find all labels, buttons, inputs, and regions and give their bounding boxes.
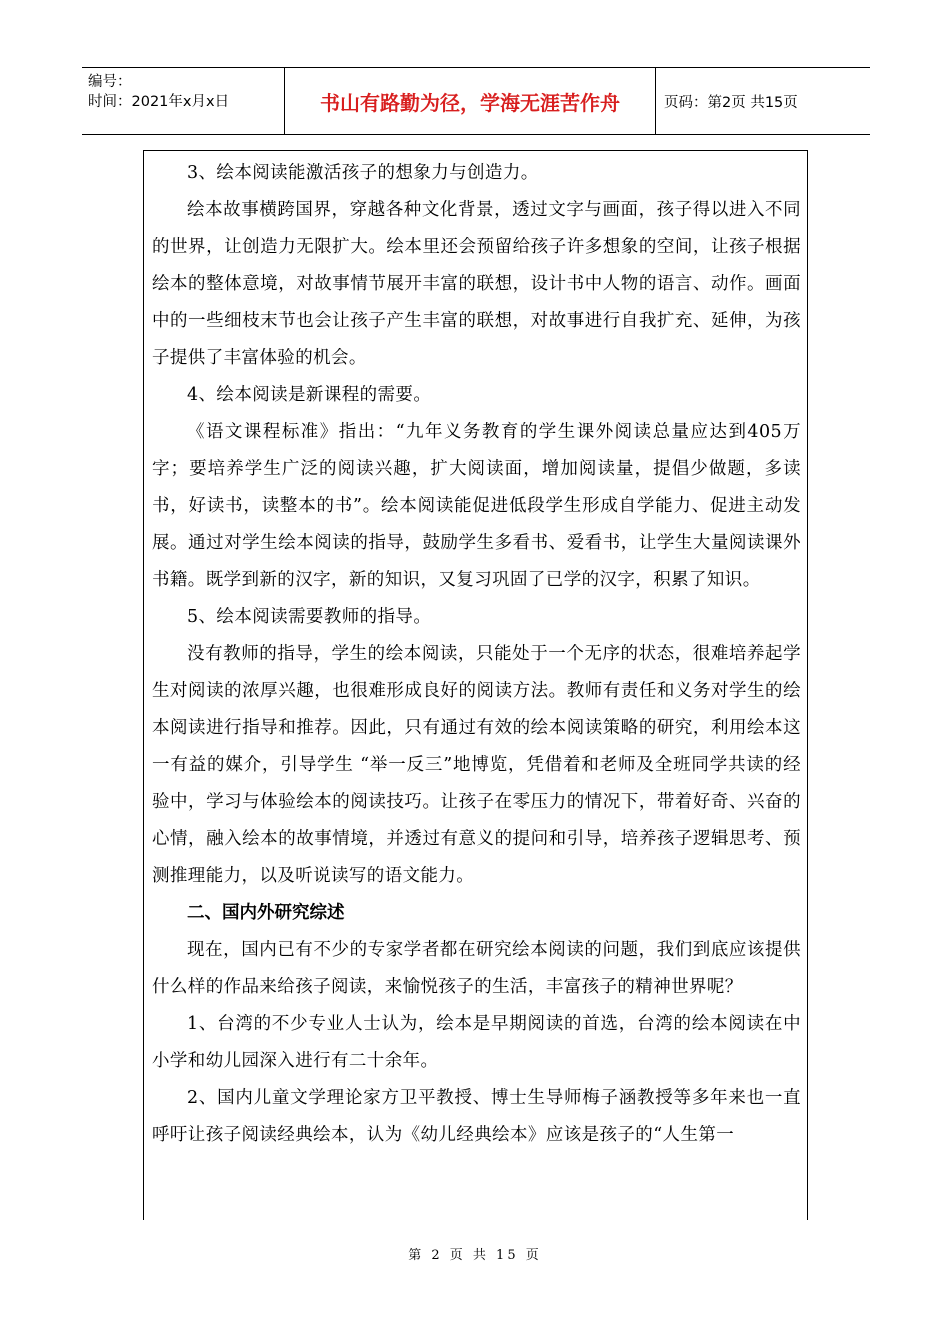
paragraph-1: 3、绘本阅读能激活孩子的想象力与创造力。: [187, 163, 539, 183]
number-label: 编号：: [88, 74, 132, 90]
page-header: [82, 67, 870, 135]
page-footer: 第 2 页 共 15 页: [408, 1248, 542, 1263]
paragraph-8: 1、台湾的不少专业人士认为，绘本是早期阅读的首选，台湾的绘本阅读在中小学和幼儿园深入进行有二十余年。: [152, 1014, 801, 1071]
paragraph-5: 5、绘本阅读需要教师的指导。: [187, 607, 432, 627]
section-heading: 二、国内外研究综述: [187, 903, 345, 923]
page-code: 页码：第2页 共15页: [664, 94, 798, 111]
time-line: 时间：2021年x月x日: [88, 94, 230, 110]
header-page-cell: [656, 68, 870, 134]
content-box: [143, 150, 808, 1220]
motto-text: 书山有路勤为径，学海无涯苦作舟: [320, 90, 620, 115]
header-motto-cell: [285, 68, 656, 134]
paragraph-7: 现在，国内已有不少的专家学者都在研究绘本阅读的问题，我们到底应该提供什么样的作品来给孩子阅读，来愉悦孩子的生活，丰富孩子的精神世界呢？: [152, 940, 801, 997]
paragraph-2: 绘本故事横跨国界，穿越各种文化背景，透过文字与画面，孩子得以进入不同的世界，让创造力无限扩大。绘本里还会预留给孩子许多想象的空间，让孩子根据绘本的整体意境，对故事情节展开丰富的联想，设计书中人物的语言、动作。画面中的一些细枝末节也会让孩子产生丰富的联想，对故事进行自我扩充、延伸，为孩子提供了丰富体验的机会。: [152, 200, 801, 368]
paragraph-4: 《语文课程标准》指出：“九年义务教育的学生课外阅读总量应达到405万字；要培养学生广泛的阅读兴趣，扩大阅读面，增加阅读量，提倡少做题，多读书，好读书，读整本的书”。绘本阅读能促进低段学生形成自学能力、促进主动发展。通过对学生绘本阅读的指导，鼓励学生多看书、爱看书，让学生大量阅读课外书籍。既学到新的汉字，新的知识，又复习巩固了已学的汉字，积累了知识。: [152, 422, 801, 590]
paragraph-9: 2、国内儿童文学理论家方卫平教授、博士生导师梅子涵教授等多年来也一直呼吁让孩子阅读经典绘本，认为《幼儿经典绘本》应该是孩子的“人生第一: [152, 1088, 801, 1145]
paragraph-3: 4、绘本阅读是新课程的需要。: [187, 385, 432, 405]
header-info-cell: [82, 68, 285, 134]
paragraph-6: 没有教师的指导，学生的绘本阅读，只能处于一个无序的状态，很难培养起学生对阅读的浓厚兴趣，也很难形成良好的阅读方法。教师有责任和义务对学生的绘本阅读进行指导和推荐。因此，只有通过有效的绘本阅读策略的研究，利用绘本这一有益的媒介，引导学生 “举一反三”地博览，凭借着和老师及全班同学共读的经验中，学习与体验绘本的阅读技巧。让孩子在零压力的情况下，带着好奇、兴奋的心情，融入绘本的故事情境，并透过有意义的提问和引导，培养孩子逻辑思考、预测推理能力，以及听说读写的语文能力。: [152, 644, 801, 886]
